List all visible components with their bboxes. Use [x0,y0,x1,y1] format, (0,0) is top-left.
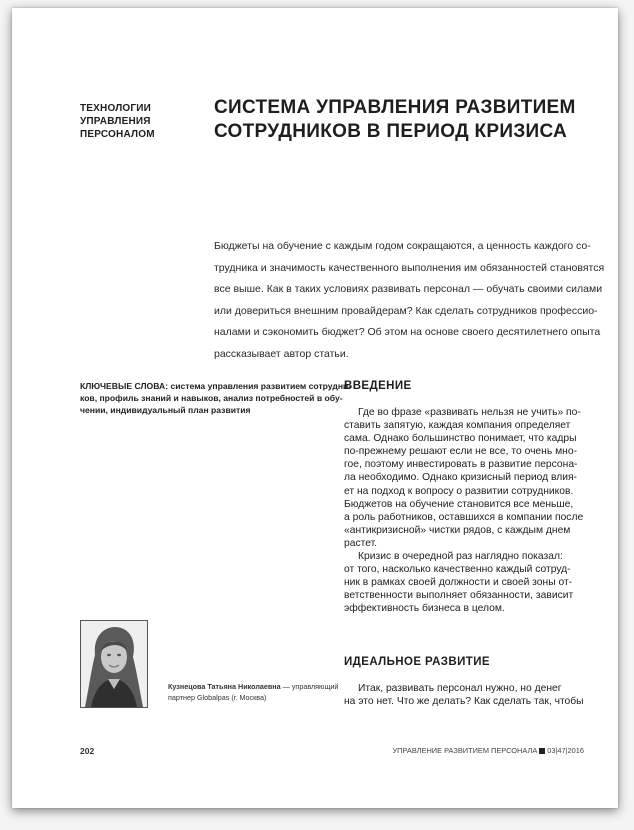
body-line: эффективность бизнеса в целом. [344,603,505,615]
lead-line: Бюджеты на обучение с каждым годом сокращаются, а ценность каждого со- [214,240,591,252]
footer-magazine [392,746,584,755]
body-line: ветственности выполняет обязанности, зависит [344,590,574,602]
keywords-line: КЛЮЧЕВЫЕ СЛОВА: система управления развитием сотрудни- [80,381,352,391]
lead-paragraph [214,236,605,365]
author-company: партнер Globalpas (г. Москва) [168,692,267,702]
body-line: ставить запятую, каждая компания определяет [344,420,571,432]
magazine-name: УПРАВЛЕНИЕ РАЗВИТИЕМ ПЕРСОНАЛА [392,746,538,755]
body-line: растет. [344,537,378,549]
article-title-line: СОТРУДНИКОВ В ПЕРИОД КРИЗИСА [214,121,568,142]
body-line: от того, насколько качественно каждый сотруд- [344,564,571,576]
article-title [214,96,594,144]
square-bullet-icon [539,748,545,754]
body-line: Бюджетов на обучение становится все меньше, [344,498,574,510]
author-name: Кузнецова Татьяна Николаевна [168,682,281,691]
author-photo [80,620,148,708]
body-line: на это нет. Что же делать? Как сделать так, чтобы [344,696,584,708]
author-portrait-image [81,621,147,707]
section-tag-line: ПЕРСОНАЛОМ [80,129,155,140]
section-tag-line: ТЕХНОЛОГИИ [80,103,152,114]
intro-heading: ВВЕДЕНИЕ [344,380,412,392]
page-number: 202 [80,746,95,756]
keywords-line: ков, профиль знаний и навыков, анализ потребностей в обу- [80,393,343,403]
body-line: Кризис в очередной раз наглядно показал: [358,551,563,563]
section-tag-line: УПРАВЛЕНИЯ [80,116,151,127]
lead-line: или довериться внешним провайдерам? Как сделать сотрудников профессио- [214,304,598,317]
body-line: «антикризисной» чистки рядов, с каждым днем [344,524,571,536]
author-caption [168,682,344,703]
body-line: ет на подход к вопросу о развитии сотрудников. [344,485,574,497]
ideal-body [344,682,596,708]
body-line: гое, поэтому инвестировать в развитие персона- [344,459,578,471]
intro-body [344,406,596,616]
ideal-heading: ИДЕАЛЬНОЕ РАЗВИТИЕ [344,656,490,668]
body-line: ла необходимо. Однако кризисный период влия- [344,472,577,484]
lead-line: рассказывает автор статьи. [214,347,349,360]
author-role: — управляющий [282,682,339,691]
section-tag [80,102,180,141]
keywords-block [80,380,352,416]
body-line: Где во фразе «развивать нельзя не учить» по- [358,407,581,418]
article-title-line: СИСТЕМА УПРАВЛЕНИЯ РАЗВИТИЕМ [214,97,576,118]
issue-number: 03|47|2016 [547,746,584,755]
body-line: ник в рамках своей должности и своей зоны от- [344,577,573,589]
keywords-line: чении, индивидуальный план развития [80,405,251,415]
lead-line: все выше. Как в таких условиях развивать персонал — обучать своими силами [214,283,603,295]
body-line: сама. Однако большинство понимает, что кадры [344,433,577,445]
lead-line: трудника и значимость качественного выполнения им обязанностей становятся [214,261,605,274]
body-line: Итак, развивать персонал нужно, но денег [358,683,562,694]
lead-line: налами и сэкономить бюджет? Об этом на основе своего десятилетнего опыта [214,326,601,338]
body-line: по-прежнему решают если не все, то очень мно- [344,446,577,458]
body-line: а роль работников, оставшихся в компании после [344,511,584,523]
magazine-page [12,8,618,808]
